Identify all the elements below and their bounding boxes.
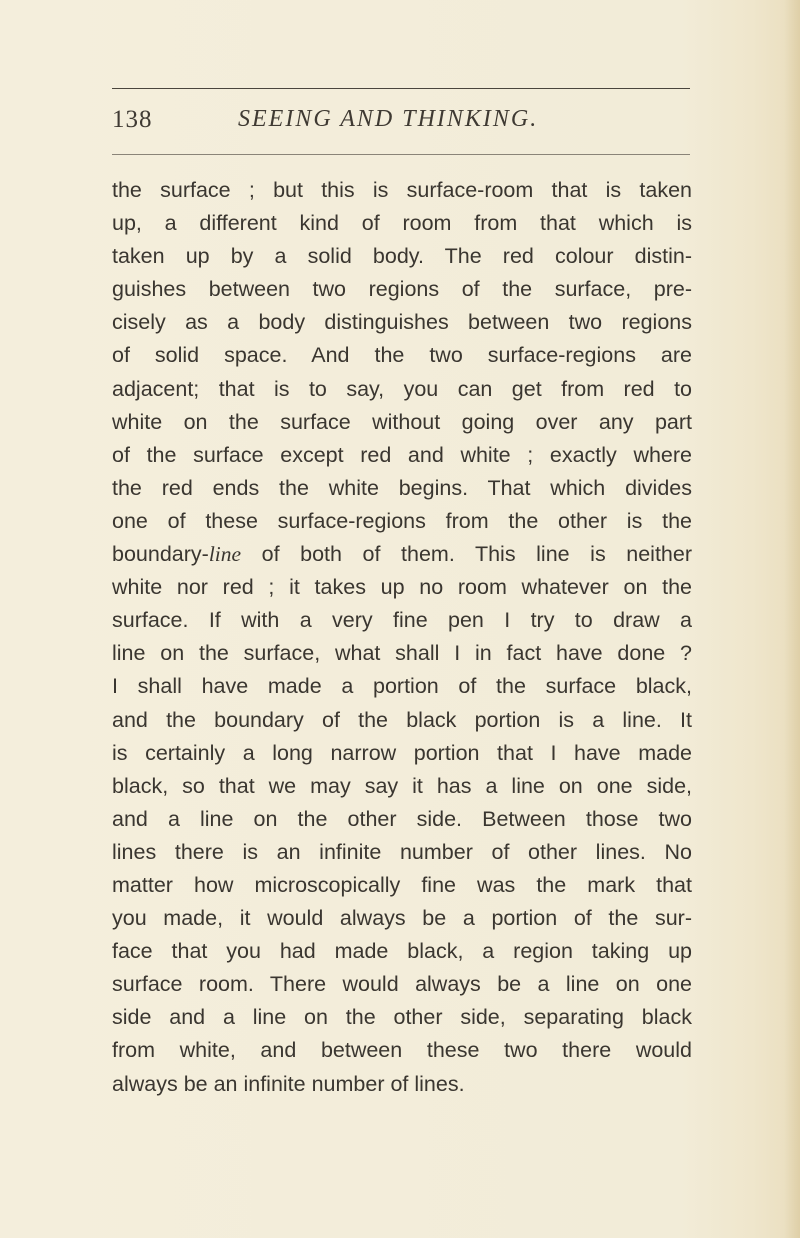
text-line: lines there is an infinite number of other lines. No — [112, 839, 692, 864]
text-line: matter how microscopically fine was the mark that — [112, 872, 692, 897]
text-line: and the boundary of the black portion is a line. It — [112, 707, 692, 732]
text-line: is certainly a long narrow portion that I have made — [112, 740, 692, 765]
page-edge-shading — [784, 0, 800, 1238]
text-line: white nor red ; it takes up no room whatever on the — [112, 575, 692, 600]
text-line: you made, it would always be a portion of the sur- — [112, 906, 692, 931]
text-line: the red ends the white begins. That which divides — [112, 475, 692, 500]
text-line: cisely as a body distinguishes between two regions — [112, 310, 692, 335]
italic-word: line — [208, 542, 242, 567]
text-line: line on the surface, what shall I in fact have done ? — [112, 641, 692, 666]
text-line: always be an infinite number of lines. — [112, 1071, 465, 1096]
text-line: of the surface except red and white ; exactly where — [112, 442, 692, 467]
text-line: taken up by a solid body. The red colour distin- — [112, 244, 692, 269]
text-line: side and a line on the other side, separating black — [112, 1005, 692, 1030]
header-rule-bottom — [112, 154, 690, 155]
page-number: 138 — [112, 106, 153, 133]
text-line: white on the surface without going over any part — [112, 409, 692, 434]
text-line: surface. If with a very fine pen I try to draw a — [112, 608, 692, 633]
text-line: one of these surface-regions from the other is the — [112, 508, 692, 533]
text-line: the surface ; but this is surface-room that is taken — [112, 178, 692, 202]
text-line: and a line on the other side. Between those two — [112, 806, 692, 831]
text-run: boundary- — [112, 542, 209, 567]
body-text — [112, 174, 692, 1101]
text-line-with-italic — [112, 538, 692, 571]
text-line: from white, and between these two there would — [112, 1038, 692, 1063]
text-line: adjacent; that is to say, you can get from red to — [112, 376, 692, 401]
text-line: guishes between two regions of the surface, pre- — [112, 277, 692, 302]
text-line: I shall have made a portion of the surface black, — [112, 674, 692, 699]
running-head: SEEING AND THINKING. — [238, 106, 539, 132]
header-rule-top — [112, 88, 690, 89]
text-run: of both of them. This line is neither — [241, 542, 692, 567]
text-line: up, a different kind of room from that which is — [112, 211, 692, 236]
text-line: surface room. There would always be a line on one — [112, 972, 692, 997]
text-line: black, so that we may say it has a line on one side, — [112, 773, 692, 798]
text-line: face that you had made black, a region taking up — [112, 939, 692, 964]
text-line: of solid space. And the two surface-regions are — [112, 343, 692, 368]
